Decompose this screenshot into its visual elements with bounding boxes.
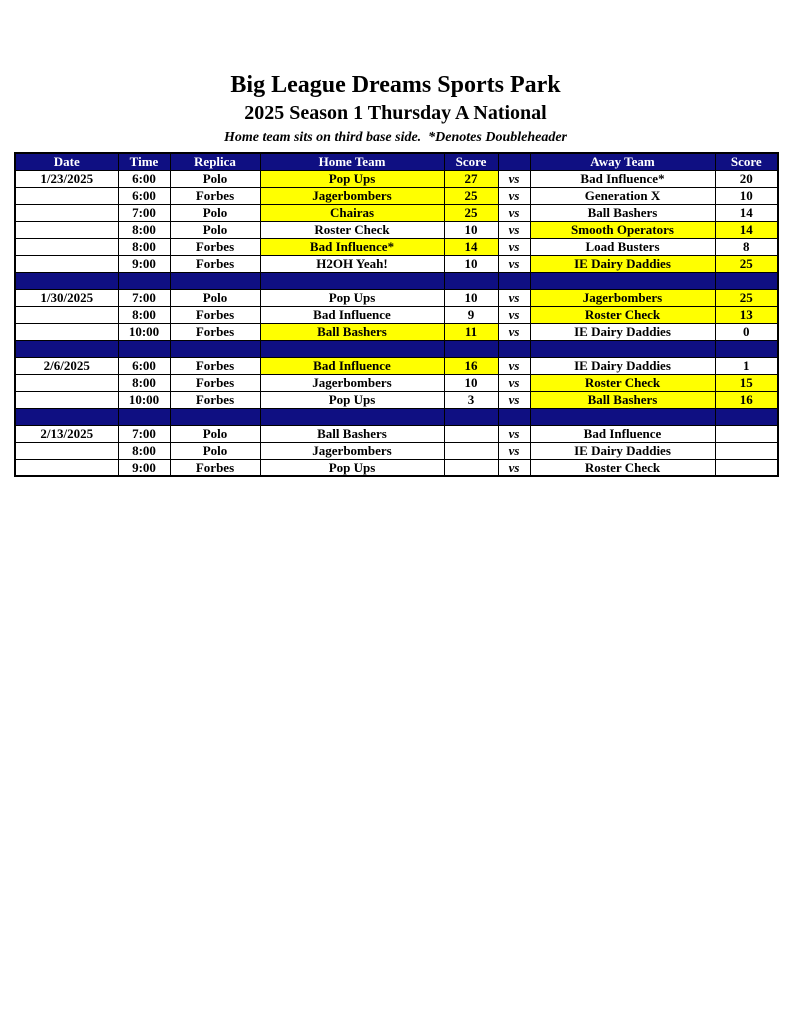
away-score — [715, 459, 778, 476]
game-date — [15, 374, 118, 391]
game-replica: Polo — [170, 289, 260, 306]
game-date — [15, 442, 118, 459]
away-score: 0 — [715, 323, 778, 340]
home-team: Ball Bashers — [260, 323, 444, 340]
game-time: 8:00 — [118, 221, 170, 238]
away-score — [715, 425, 778, 442]
vs-label: vs — [498, 289, 530, 306]
game-date — [15, 323, 118, 340]
away-score: 14 — [715, 204, 778, 221]
game-row — [15, 459, 778, 476]
game-replica: Forbes — [170, 374, 260, 391]
away-score: 8 — [715, 238, 778, 255]
away-score: 25 — [715, 255, 778, 272]
away-team: Generation X — [530, 187, 715, 204]
away-score: 15 — [715, 374, 778, 391]
page-note: Home team sits on third base side. *Denotes Doubleheader — [224, 130, 567, 145]
section-separator — [15, 408, 778, 425]
game-time: 8:00 — [118, 442, 170, 459]
game-time: 6:00 — [118, 170, 170, 187]
game-replica: Polo — [170, 204, 260, 221]
vs-label: vs — [498, 221, 530, 238]
away-score: 25 — [715, 289, 778, 306]
home-score — [444, 459, 498, 476]
home-score: 9 — [444, 306, 498, 323]
home-score: 27 — [444, 170, 498, 187]
game-replica: Forbes — [170, 391, 260, 408]
game-row — [15, 238, 778, 255]
game-date — [15, 255, 118, 272]
game-row — [15, 425, 778, 442]
page-title: Big League Dreams Sports Park — [230, 72, 561, 98]
away-team: IE Dairy Daddies — [530, 357, 715, 374]
home-team: H2OH Yeah! — [260, 255, 444, 272]
game-time: 10:00 — [118, 323, 170, 340]
away-team: IE Dairy Daddies — [530, 442, 715, 459]
game-time: 10:00 — [118, 391, 170, 408]
vs-label: vs — [498, 391, 530, 408]
game-replica: Polo — [170, 442, 260, 459]
game-row — [15, 306, 778, 323]
game-replica: Forbes — [170, 306, 260, 323]
home-score: 16 — [444, 357, 498, 374]
game-date — [15, 391, 118, 408]
home-team: Jagerbombers — [260, 374, 444, 391]
game-date — [15, 459, 118, 476]
game-row — [15, 255, 778, 272]
game-time: 8:00 — [118, 238, 170, 255]
game-row — [15, 187, 778, 204]
page-subtitle: 2025 Season 1 Thursday A National — [244, 102, 547, 124]
game-replica: Forbes — [170, 357, 260, 374]
game-date: 1/30/2025 — [15, 289, 118, 306]
home-score: 10 — [444, 289, 498, 306]
game-date: 1/23/2025 — [15, 170, 118, 187]
game-date — [15, 221, 118, 238]
col-header-away-score: Score — [715, 153, 778, 170]
home-score: 10 — [444, 255, 498, 272]
home-team: Bad Influence — [260, 357, 444, 374]
home-score: 3 — [444, 391, 498, 408]
home-score — [444, 425, 498, 442]
schedule-table-wrap — [14, 152, 779, 477]
home-score: 10 — [444, 374, 498, 391]
home-team: Chairas — [260, 204, 444, 221]
col-header-vs — [498, 153, 530, 170]
home-team: Pop Ups — [260, 170, 444, 187]
game-row — [15, 221, 778, 238]
section-separator — [15, 340, 778, 357]
game-time: 6:00 — [118, 357, 170, 374]
game-time: 6:00 — [118, 187, 170, 204]
game-row — [15, 357, 778, 374]
game-date: 2/13/2025 — [15, 425, 118, 442]
away-team: Ball Bashers — [530, 204, 715, 221]
game-time: 9:00 — [118, 255, 170, 272]
game-replica: Forbes — [170, 255, 260, 272]
game-row — [15, 289, 778, 306]
vs-label: vs — [498, 255, 530, 272]
away-score: 10 — [715, 187, 778, 204]
section-separator — [15, 272, 778, 289]
home-team: Bad Influence — [260, 306, 444, 323]
vs-label: vs — [498, 442, 530, 459]
game-replica: Forbes — [170, 459, 260, 476]
away-score: 20 — [715, 170, 778, 187]
game-replica: Forbes — [170, 187, 260, 204]
vs-label: vs — [498, 357, 530, 374]
col-header-home-team: Home Team — [260, 153, 444, 170]
home-team: Jagerbombers — [260, 187, 444, 204]
game-row — [15, 374, 778, 391]
away-score: 16 — [715, 391, 778, 408]
game-time: 9:00 — [118, 459, 170, 476]
away-score — [715, 442, 778, 459]
away-team: Roster Check — [530, 459, 715, 476]
away-team: Bad Influence* — [530, 170, 715, 187]
game-date — [15, 204, 118, 221]
game-replica: Polo — [170, 425, 260, 442]
vs-label: vs — [498, 204, 530, 221]
game-date — [15, 238, 118, 255]
away-score: 1 — [715, 357, 778, 374]
home-team: Jagerbombers — [260, 442, 444, 459]
vs-label: vs — [498, 425, 530, 442]
game-replica: Polo — [170, 170, 260, 187]
home-team: Bad Influence* — [260, 238, 444, 255]
home-team: Roster Check — [260, 221, 444, 238]
away-team: IE Dairy Daddies — [530, 323, 715, 340]
away-team: Jagerbombers — [530, 289, 715, 306]
home-team: Ball Bashers — [260, 425, 444, 442]
home-score — [444, 442, 498, 459]
away-team: Roster Check — [530, 306, 715, 323]
game-date: 2/6/2025 — [15, 357, 118, 374]
away-team: Roster Check — [530, 374, 715, 391]
home-score: 14 — [444, 238, 498, 255]
vs-label: vs — [498, 306, 530, 323]
col-header-date: Date — [15, 153, 118, 170]
away-team: Load Busters — [530, 238, 715, 255]
schedule-table — [14, 152, 779, 477]
home-team: Pop Ups — [260, 459, 444, 476]
away-team: Smooth Operators — [530, 221, 715, 238]
col-header-replica: Replica — [170, 153, 260, 170]
game-date — [15, 306, 118, 323]
away-team: Bad Influence — [530, 425, 715, 442]
game-time: 7:00 — [118, 289, 170, 306]
game-row — [15, 170, 778, 187]
game-row — [15, 204, 778, 221]
away-score: 14 — [715, 221, 778, 238]
game-time: 7:00 — [118, 425, 170, 442]
game-replica: Forbes — [170, 238, 260, 255]
game-row — [15, 442, 778, 459]
home-team: Pop Ups — [260, 391, 444, 408]
game-replica: Polo — [170, 221, 260, 238]
home-score: 25 — [444, 187, 498, 204]
col-header-home-score: Score — [444, 153, 498, 170]
home-team: Pop Ups — [260, 289, 444, 306]
game-row — [15, 323, 778, 340]
col-header-time: Time — [118, 153, 170, 170]
away-team: IE Dairy Daddies — [530, 255, 715, 272]
game-time: 7:00 — [118, 204, 170, 221]
table-header-row — [15, 153, 778, 170]
game-time: 8:00 — [118, 306, 170, 323]
home-score: 11 — [444, 323, 498, 340]
vs-label: vs — [498, 374, 530, 391]
game-time: 8:00 — [118, 374, 170, 391]
away-score: 13 — [715, 306, 778, 323]
game-date — [15, 187, 118, 204]
home-score: 10 — [444, 221, 498, 238]
vs-label: vs — [498, 170, 530, 187]
col-header-away-team: Away Team — [530, 153, 715, 170]
vs-label: vs — [498, 187, 530, 204]
vs-label: vs — [498, 238, 530, 255]
away-team: Ball Bashers — [530, 391, 715, 408]
vs-label: vs — [498, 323, 530, 340]
game-replica: Forbes — [170, 323, 260, 340]
home-score: 25 — [444, 204, 498, 221]
vs-label: vs — [498, 459, 530, 476]
game-row — [15, 391, 778, 408]
